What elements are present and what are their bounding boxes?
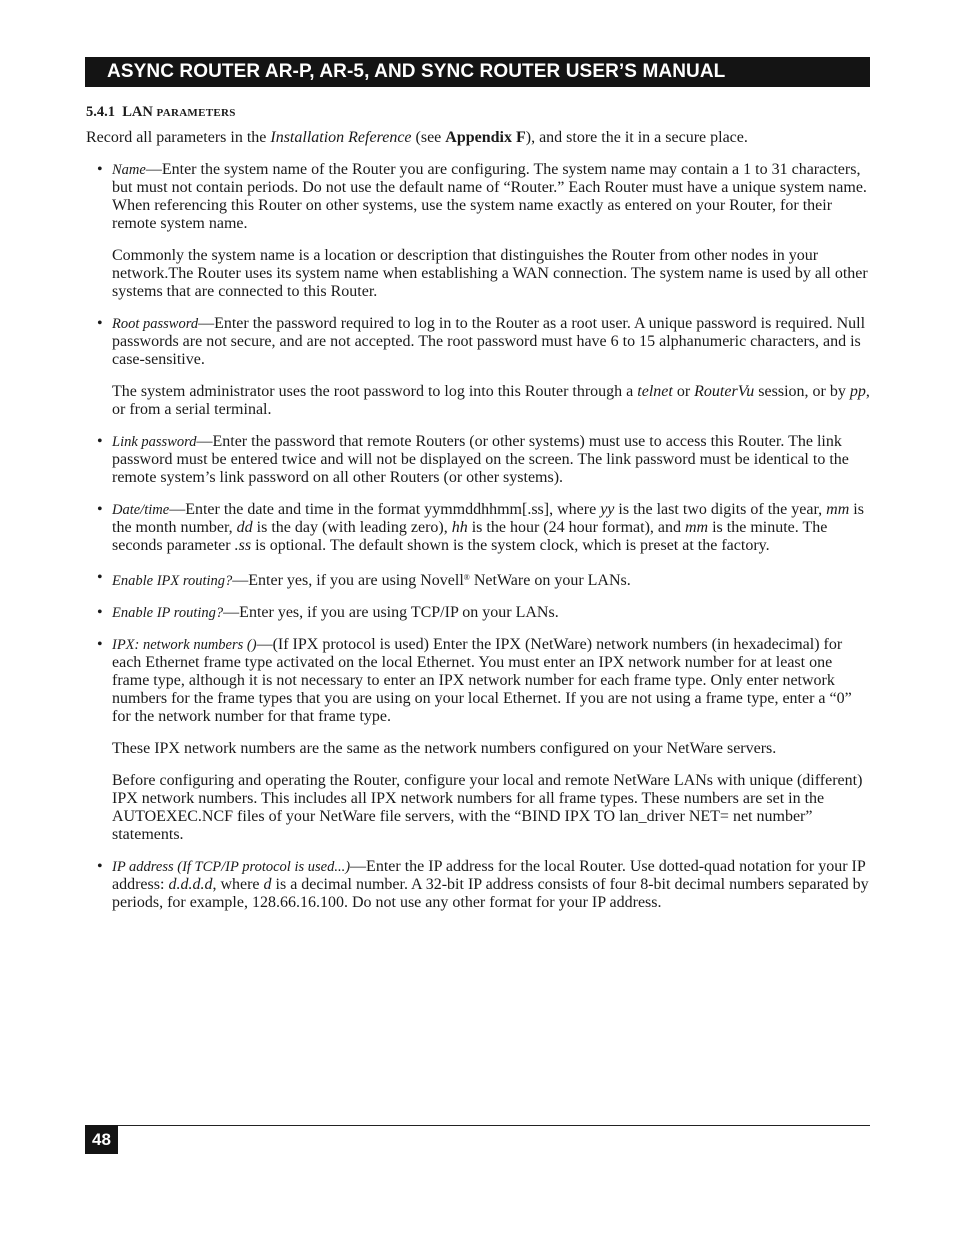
bullet-icon: • [97, 636, 103, 653]
param-root-password-note [112, 383, 872, 419]
format-token: yy [600, 501, 615, 518]
param-name [97, 161, 872, 233]
bullet-icon: • [97, 501, 103, 518]
param-term: Enable IPX routing? [112, 573, 233, 589]
page-header-bar [85, 57, 870, 87]
note-text: , or from a serial terminal. [112, 383, 870, 418]
note-text: or [672, 383, 695, 400]
param-description: , where [212, 876, 264, 893]
param-description: —(If IPX protocol is used) Enter the IPX (NetWare) network numbers (in hexadecimal) for each Ethernet frame type activated on the local Ethernet. You must enter an IPX network number for at least one frame type, although it is not necessary to enter an IPX network number for each frame type. Only enter network numbers for the frame types that you are using on your local Ethernet. If you are not using a frame type, enter a “0” for the network number for that frame type. [112, 636, 852, 725]
installation-reference-title: Installation Reference [270, 129, 412, 146]
param-name-note: Commonly the system name is a location or description that distinguishes the Router from other nodes in your network.The Router uses its system name when establishing a WAN connection. The system name is used by all other systems that are connected to this Router. [112, 247, 868, 300]
note-text: The system administrator uses the root password to log into this Router through a [112, 383, 638, 400]
param-term: Enable IP routing? [112, 605, 224, 621]
format-token: hh [451, 519, 468, 536]
section-title: LAN [122, 104, 153, 120]
bullet-icon: • [97, 315, 103, 332]
param-description: is a decimal number. A 32-bit IP address consists of four 8-bit decimal numbers separated by periods, for example, 128.66.16.100. Do not use any other format for your IP address. [112, 876, 869, 911]
note-emphasis: telnet [637, 383, 673, 400]
param-description: NetWare on your LANs. [469, 572, 631, 589]
param-enable-ip-routing [97, 604, 872, 622]
section-number: 5.4.1 [86, 104, 115, 120]
param-date-time [97, 501, 872, 555]
section-subtitle: PARAMETERS [156, 107, 236, 119]
appendix-reference: Appendix F [445, 129, 526, 146]
param-description: is the hour (24 hour format), and [467, 519, 685, 536]
format-token: d.d.d.d [168, 876, 213, 893]
param-link-password [97, 433, 872, 487]
intro-text: Record all parameters in the [86, 129, 271, 146]
section-heading [86, 104, 236, 121]
intro-text: (see [411, 129, 446, 146]
intro-text: ), and store the it in a secure place. [525, 129, 748, 146]
param-term: Name [112, 162, 146, 178]
param-root-password [97, 315, 872, 369]
format-token: .ss [234, 537, 252, 554]
intro-paragraph [86, 129, 748, 147]
param-term: Date/time [112, 502, 170, 518]
footer-rule [85, 1125, 870, 1126]
manual-title: ASYNC ROUTER AR-P, AR-5, AND SYNC ROUTER USER’S MANUAL [107, 61, 726, 82]
param-description: —Enter the date and time in the format yymmddhhmm[.ss], where [169, 501, 601, 518]
param-description: is optional. The default shown is the system clock, which is preset at the factory. [251, 537, 770, 554]
format-token: mm [826, 501, 850, 518]
bullet-icon: • [97, 433, 103, 450]
param-description: —Enter the password that remote Routers (or other systems) must use to access this Router. The link password must be entered twice and will not be displayed on the screen. The link password must be identical to the remote system’s link password on all other Routers (or other systems). [112, 433, 849, 486]
note-emphasis: RouterVu [694, 383, 755, 400]
param-description: is the last two digits of the year, [614, 501, 827, 518]
param-term: Link password [112, 434, 197, 450]
bullet-icon: • [97, 161, 103, 178]
param-description: is the month number, [112, 501, 864, 536]
bullet-icon: • [97, 604, 103, 621]
bullet-icon: • [97, 858, 103, 875]
bullet-icon: • [97, 569, 103, 586]
page-number: 48 [85, 1125, 118, 1154]
param-description: —Enter yes, if you are using Novell [232, 572, 464, 589]
registered-mark: ® [463, 573, 470, 582]
note-text: session, or by [754, 383, 850, 400]
format-token: dd [236, 519, 253, 536]
param-ipx-note-1: These IPX network numbers are the same as the network numbers configured on your NetWare servers. [112, 740, 777, 757]
param-description: —Enter yes, if you are using TCP/IP on your LANs. [223, 604, 559, 621]
param-term: Root password [112, 316, 199, 332]
param-ip-address [97, 858, 872, 912]
param-term: IPX: network numbers () [112, 637, 257, 653]
param-term: IP address (If TCP/IP protocol is used...) [112, 859, 351, 875]
param-enable-ipx-routing [97, 569, 872, 590]
param-description: is the minute. The seconds parameter [112, 519, 828, 554]
param-ipx-network-numbers [97, 636, 872, 726]
format-token: mm [685, 519, 709, 536]
note-emphasis: pp [849, 383, 866, 400]
param-description: —Enter the system name of the Router you are configuring. The system name may contain a 1 to 31 characters, but must not contain periods. Do not use the default name of “Router.” Each Router must have a unique system name. When referencing this Router on other systems, use the system name exactly as entered on your Router, for their remote system name. [112, 161, 867, 232]
parameter-list [97, 161, 872, 926]
format-token: d [263, 876, 272, 893]
param-ipx-note-2: Before configuring and operating the Router, configure your local and remote NetWare LANs with unique (different) IPX network numbers. This includes all IPX network numbers for all frame types. These numbers are set in the AUTOEXEC.NCF files of your NetWare file servers, with the “BIND IPX TO lan_driver NET= net number” statements. [112, 772, 863, 843]
param-description: is the day (with leading zero), [252, 519, 452, 536]
param-description: —Enter the IP address for the local Router. Use dotted-quad notation for your IP address: [112, 858, 866, 893]
param-description: —Enter the password required to log in to the Router as a root user. A unique password is required. Null passwords are not secure, and are not accepted. The root password must have 6 to 15 alphanumeric characters, and is case-sensitive. [112, 315, 866, 368]
